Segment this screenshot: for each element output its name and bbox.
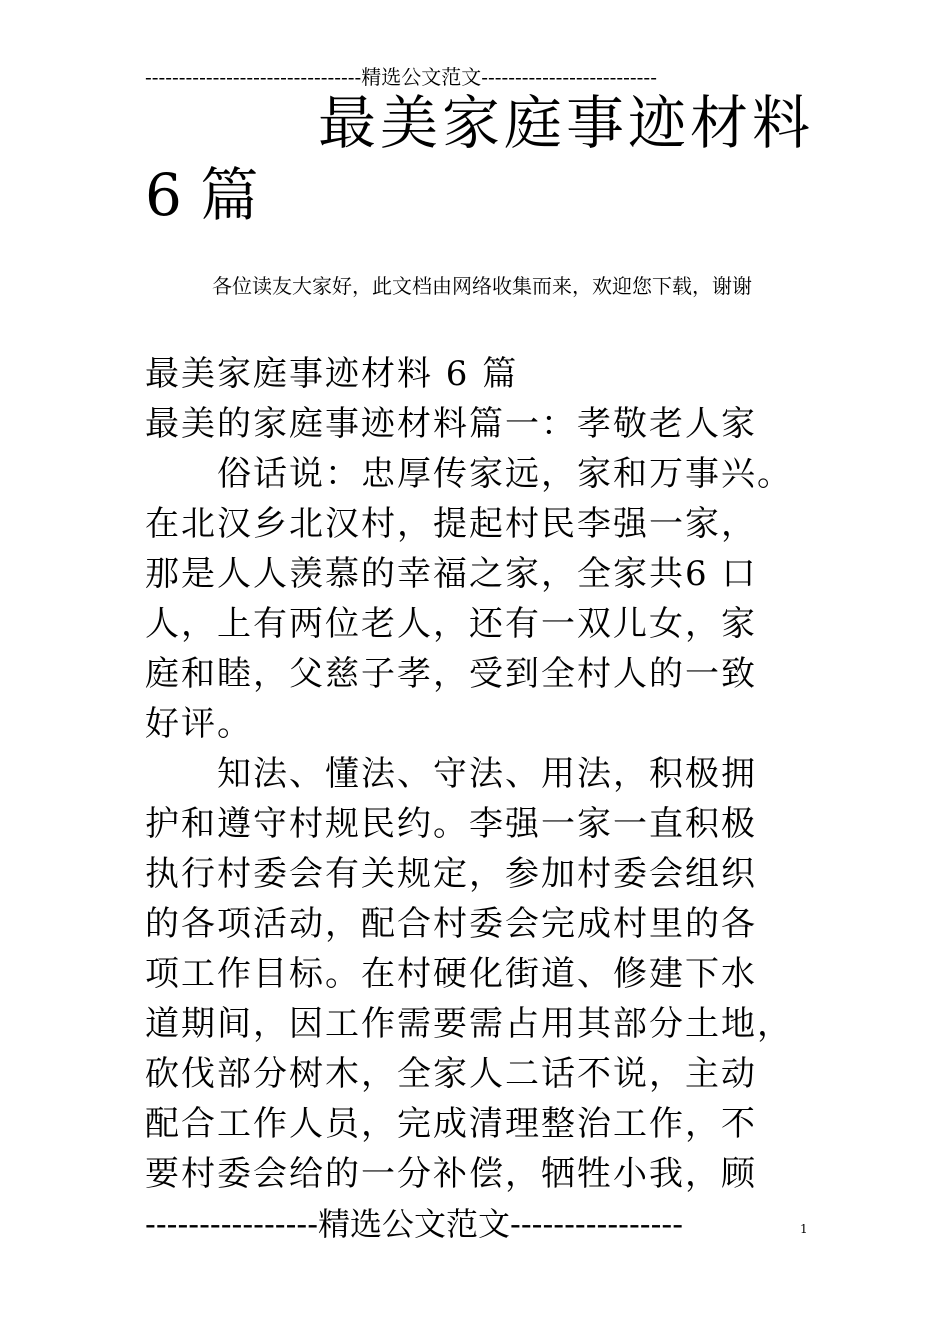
body-line: 好评。: [145, 704, 253, 744]
body-line: 最美家庭事迹材料 6 篇: [145, 354, 519, 394]
document-title-line-2: 6 篇: [145, 161, 259, 229]
body-line: 项工作目标。在村硬化街道、修建下水: [145, 954, 757, 994]
body-line: 执行村委会有关规定，参加村委会组织: [145, 854, 757, 894]
document-title-line-1: 最美家庭事迹材料: [318, 89, 815, 157]
greeting-text: 各位读友大家好，此文档由网络收集而来，欢迎您下载，谢谢: [212, 274, 752, 298]
body-line: 庭和睦，父慈子孝，受到全村人的一致: [145, 654, 757, 694]
body-line: 要村委会给的一分补偿，牺牲小我，顾: [145, 1154, 757, 1194]
body-line: 俗话说：忠厚传家远，家和万事兴。: [145, 454, 793, 494]
page-header: --------------------------------精选公文范文--------------------------: [145, 65, 657, 89]
body-line: 人，上有两位老人，还有一双儿女，家: [145, 604, 757, 644]
body-line: 护和遵守村规民约。李强一家一直积极: [145, 804, 757, 844]
body-line: 道期间，因工作需要需占用其部分土地，: [145, 1004, 793, 1044]
body-line: 的各项活动，配合村委会完成村里的各: [145, 904, 757, 944]
page-number: 1: [800, 1222, 808, 1236]
page-footer: ----------------精选公文范文----------------: [145, 1205, 684, 1243]
body-line: 最美的家庭事迹材料篇一：孝敬老人家: [145, 404, 757, 444]
body-line: 在北汉乡北汉村，提起村民李强一家，: [145, 504, 757, 544]
body-line: 砍伐部分树木，全家人二话不说，主动: [145, 1054, 757, 1094]
body-line: 知法、懂法、守法、用法，积极拥: [145, 754, 757, 794]
body-line: 配合工作人员，完成清理整治工作，不: [145, 1104, 757, 1144]
body-line: 那是人人羡慕的幸福之家，全家共6 口: [145, 554, 758, 594]
